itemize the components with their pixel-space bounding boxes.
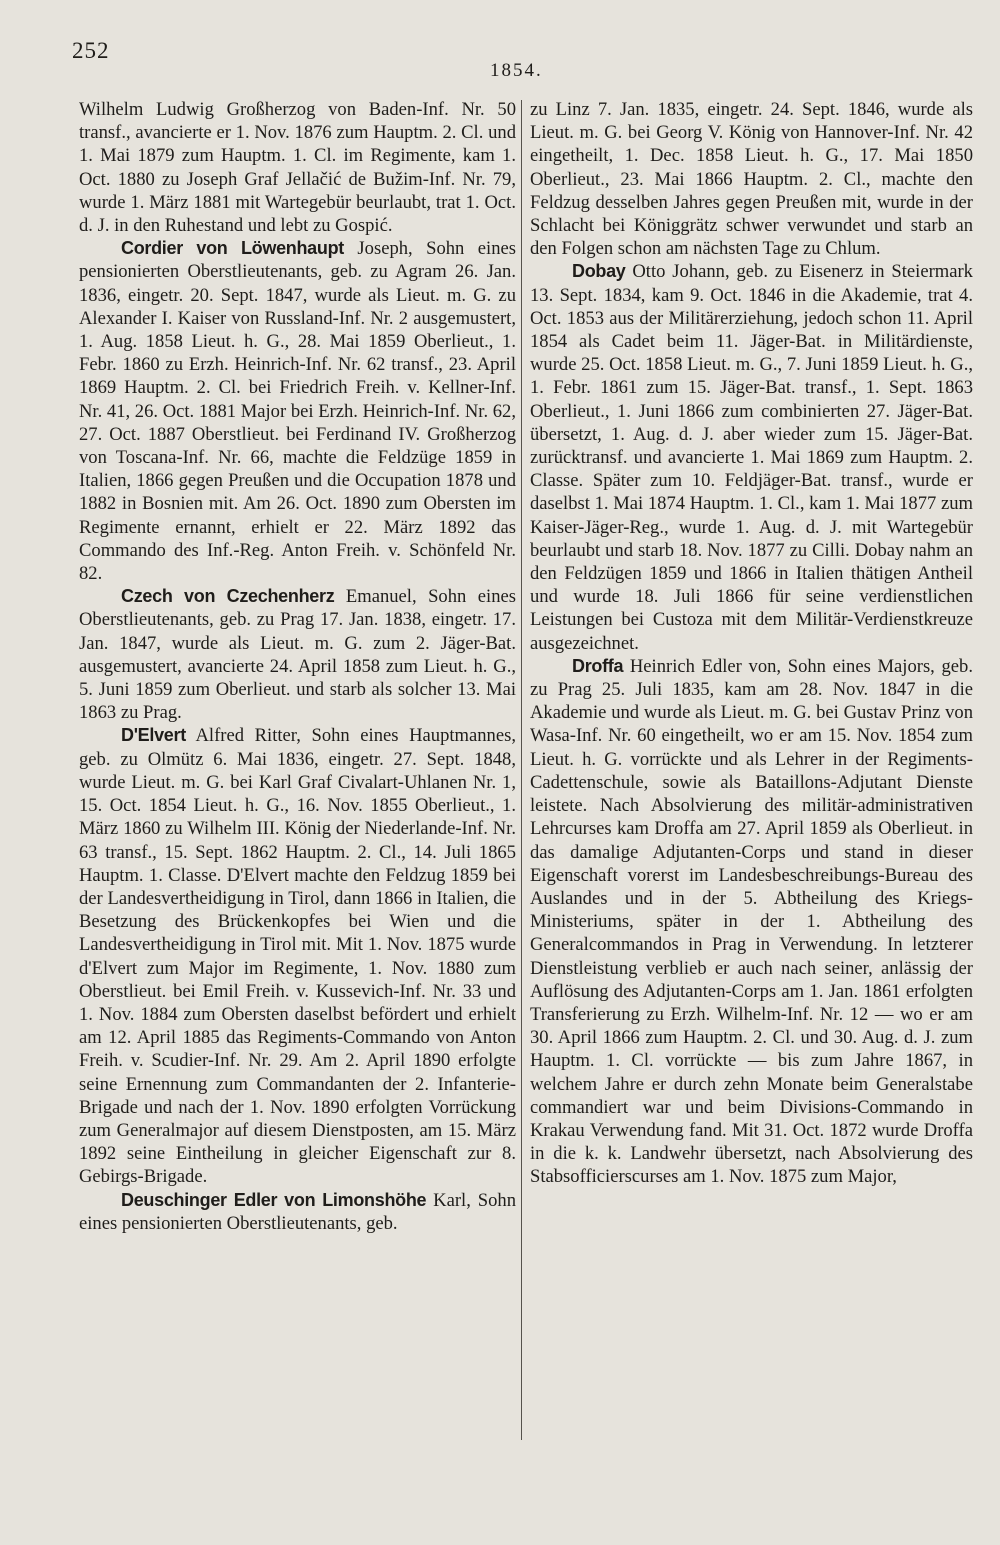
biography-entry [79,724,516,1188]
entry-text: Emanuel, Sohn eines Oberstlieutenants, geb. zu Prag 17. Jan. 1838, eingetr. 17. Jan. 1847, wurde als Lieut. m. G. zum 2. Jäger-Bat. ausgemustert, avancierte 24. April 1858 zum Lieut. h. G., 5. Juni 1859 zum Oberlieut. und starb als solcher 13. Mai 1863 zu Prag. [79,586,516,724]
biography-entry [79,1189,516,1235]
entry-name: Dobay [572,261,626,282]
biography-entry [79,585,516,724]
column-divider [521,100,522,1440]
running-header-year: 1854. [490,60,543,81]
entry-text: Alfred Ritter, Sohn eines Hauptmannes, geb. zu Olmütz 6. Mai 1836, eingetr. 27. Sept. 1848, wurde Lieut. m. G. bei Karl Graf Civalart-Uhlanen Nr. 1, 15. Oct. 1854 Lieut. h. G., 16. Nov. 1855 Oberlieut., 1. März 1860 zu Wilhelm III. König der Niederlande-Inf. Nr. 63 transf., 15. Sept. 1862 Hauptm. 2. Cl., 14. Juli 1865 Hauptm. 1. Classe. D'Elvert machte den Feldzug 1859 bei der Landesvertheidigung in Tirol, dann 1866 in Italien, die Besetzung des Brückenkopfes bei Wien und die Landesvertheidigung in Tirol mit. Mit 1. Nov. 1875 wurde d'Elvert zum Major im Regimente, 1. Nov. 1880 zum Oberstlieut. bei Emil Freih. v. Kussevich-Inf. Nr. 33 und 1. Nov. 1884 zum Obersten daselbst befördert und erhielt am 12. April 1885 das Regiments-Commando von Anton Freih. v. Scudier-Inf. Nr. 29. Am 2. April 1890 erfolgte seine Ernennung zum Commandanten der 2. Infanterie-Brigade und nach der 1. Nov. 1890 erfolgten Vorrückung zum Generalmajor auf diesem Dienstposten, am 15. März 1892 seine Eintheilung in gleicher Eigenschaft zur 8. Gebirgs-Brigade. [79,725,516,1188]
entry-text: Otto Johann, geb. zu Eisenerz in Steiermark 13. Sept. 1834, kam 9. Oct. 1846 in die Akademie, trat 4. Oct. 1853 aus der Militärerziehung, jedoch schon 11. April 1854 als Cadet beim 11. Jäger-Bat. in Militärdienste, wurde 25. Oct. 1858 Lieut. m. G., 7. Juni 1859 Lieut. h. G., 1. Febr. 1861 zum 15. Jäger-Bat. transf., 1. Sept. 1863 Oberlieut., 1. Juni 1866 zum combinierten 27. Jäger-Bat. übersetzt, 1. Aug. d. J. aber wieder zum 15. Jäger-Bat. zurücktransf. und avancierte 1. Mai 1869 zum Hauptm. 2. Classe. Später zum 10. Feldjäger-Bat. transf., wurde er daselbst 1. Mai 1874 Hauptm. 1. Cl., kam 1. Mai 1877 zum Kaiser-Jäger-Reg., wurde 1. Aug. d. J. mit Wartegebür beurlaubt und starb 18. Nov. 1877 zu Cilli. Dobay nahm an den Feldzügen 1859 und 1866 in Italien thätigen Antheil und wurde 18. Juli 1866 für seine verdienstlichen Leistungen bei Custoza mit dem Militär-Verdienstkreuze ausgezeichnet. [530,261,973,654]
page-number: 252 [72,38,110,63]
entry-name: D'Elvert [121,725,186,746]
biography-entry [79,237,516,585]
biography-entry [530,260,973,654]
entry-name: Deuschinger Edler von Limonshöhe [121,1189,427,1210]
entry-text: zu Linz 7. Jan. 1835, eingetr. 24. Sept. 1846, wurde als Lieut. m. G. bei Georg V. König von Hannover-Inf. Nr. 42 eingetheilt, 1. Dec. 1858 Lieut. h. G., 17. Mai 1850 Oberlieut., 23. Mai 1866 Hauptm. 2. Cl., machte den Feldzug desselben Jahres gegen Preußen mit, wurde in der Schlacht bei Königgrätz schwer verwundet und starb an den Folgen schon am nächsten Tage zu Chlum. [530,99,973,260]
left-column [79,98,516,1518]
entry-name: Cordier von Löwenhaupt [121,238,344,259]
biography-entry [530,655,973,1189]
entry-text: Karl, Sohn eines pensionierten Oberstlieutenants, geb. [79,1189,516,1234]
entry-continuation [79,98,516,237]
entry-text: Wilhelm Ludwig Großherzog von Baden-Inf. Nr. 50 transf., avancierte er 1. Nov. 1876 zum Hauptm. 2. Cl. und 1. Mai 1879 zum Hauptm. 1. Cl. im Regimente, kam 1. Oct. 1880 zu Joseph Graf Jellačić de Bužim-Inf. Nr. 79, wurde 1. März 1881 mit Wartegebür beurlaubt, trat 1. Oct. d. J. in den Ruhestand und lebt zu Gospić. [79,99,516,237]
entry-name: Czech von Czechenherz [121,586,335,607]
entry-text: Heinrich Edler von, Sohn eines Majors, geb. zu Prag 25. Juli 1835, kam am 28. Nov. 1847 in die Akademie und wurde als Lieut. m. G. bei Gustav Prinz von Wasa-Inf. Nr. 60 eingetheilt, wo er am 15. Nov. 1854 zum Lieut. h. G. vorrückte und als Lehrer in der Regiments-Cadettenschule, sowie als Bataillons-Adjutant Dienste leistete. Nach Absolvierung des militär-administrativen Lehrcurses kam Droffa am 27. April 1859 als Oberlieut. in das damalige Adjutanten-Corps und stand in dieser Eigenschaft vorerst im Landesbeschreibungs-Bureau des Auslandes und in der 5. Abtheilung des Kriegs-Ministeriums, später in der 1. Abtheilung des Generalcommandos in Prag in Verwendung. In letzterer Dienstleistung verblieb er auch nach seiner, anlässig der Auflösung des Adjutanten-Corps am 1. Jan. 1861 erfolgten Transferierung zu Erzh. Wilhelm-Inf. Nr. 12 — wo er am 30. April 1866 zum Hauptm. 2. Cl. und 30. Aug. d. J. zum Hauptm. 1. Cl. vorrückte — bis zum Jahre 1867, in welchem Jahre er durch zehn Monate beim Generalstabe commandiert war und beim Divisions-Commando in Krakau Verwendung fand. Mit 31. Oct. 1872 wurde Droffa in die k. k. Landwehr übersetzt, nach Absolvierung des Stabsofficierscurses am 1. Nov. 1875 zum Major, [530,655,973,1188]
entry-text: Joseph, Sohn eines pensionierten Oberstlieutenants, geb. zu Agram 26. Jan. 1836, eingetr. 20. Sept. 1847, wurde als Lieut. m. G. zu Alexander I. Kaiser von Russland-Inf. Nr. 2 ausgemustert, 1. Aug. 1858 Lieut. h. G., 28. Mai 1859 Oberlieut., 1. Febr. 1860 zu Erzh. Heinrich-Inf. Nr. 62 transf., 23. April 1869 Hauptm. 2. Cl. bei Friedrich Freih. v. Kellner-Inf. Nr. 41, 26. Oct. 1881 Major bei Erzh. Heinrich-Inf. Nr. 62, 27. Oct. 1887 Oberstlieut. bei Ferdinand IV. Großherzog von Toscana-Inf. Nr. 66, machte die Feldzüge 1859 in Italien, 1866 gegen Preußen und die Occupation 1878 und 1882 in Bosnien mit. Am 26. Oct. 1890 zum Obersten im Regimente ernannt, erhielt er 22. März 1892 das Commando des Inf.-Reg. Anton Freih. v. Schönfeld Nr. 82. [79,238,516,585]
entry-continuation [530,98,973,260]
right-column [530,98,973,1518]
entry-name: Droffa [572,655,624,676]
